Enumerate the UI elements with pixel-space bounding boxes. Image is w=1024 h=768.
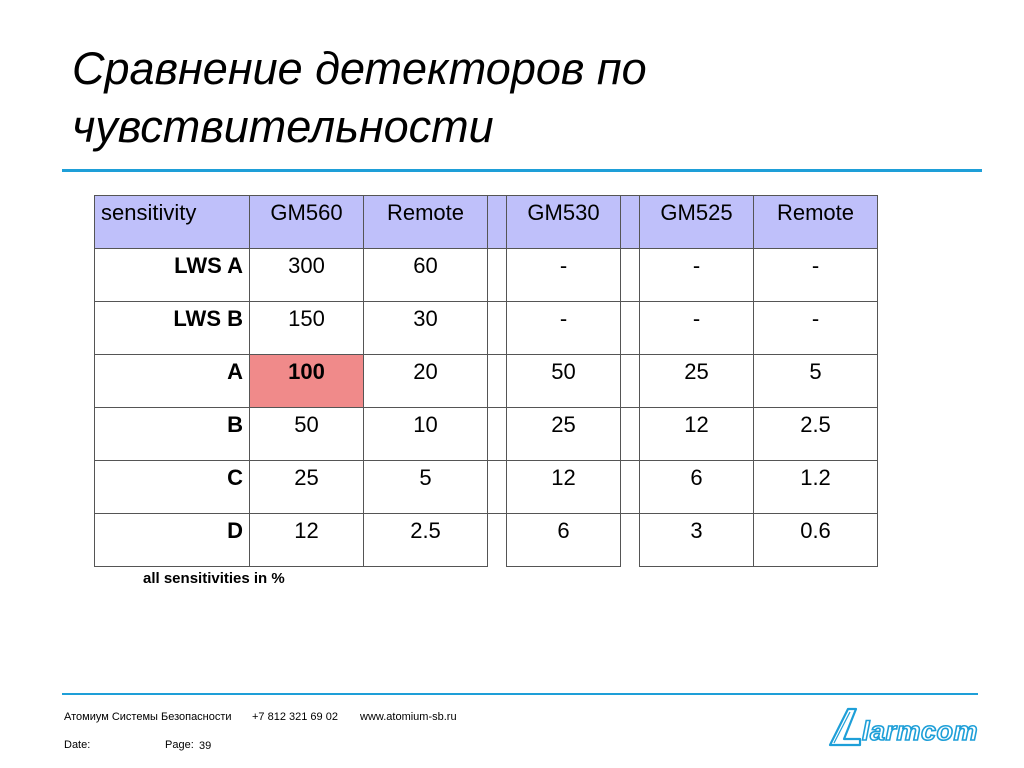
cell-remote-2: 1.2 [754, 461, 878, 514]
footer-page-label: Page: [165, 739, 194, 751]
cell-gm530: 50 [507, 355, 621, 408]
column-gap [621, 302, 640, 355]
column-gap [488, 461, 507, 514]
row-label: LWS A [95, 249, 250, 302]
table-row [95, 408, 878, 461]
row-label: LWS B [95, 302, 250, 355]
footer-website: www.atomium-sb.ru [360, 711, 457, 723]
cell-remote-2: - [754, 302, 878, 355]
table-header-row [95, 196, 878, 249]
cell-gm525: 3 [640, 514, 754, 567]
column-gap [488, 196, 507, 249]
cell-gm525: 6 [640, 461, 754, 514]
sensitivity-table [94, 195, 878, 567]
cell-remote-1: 20 [364, 355, 488, 408]
cell-remote-1: 60 [364, 249, 488, 302]
footer-divider [62, 693, 978, 695]
cell-remote-2: 5 [754, 355, 878, 408]
cell-gm560: 25 [250, 461, 364, 514]
alarmcom-logo [826, 705, 984, 749]
cell-gm560: 50 [250, 408, 364, 461]
header-remote-1: Remote [364, 196, 488, 249]
column-gap [488, 249, 507, 302]
row-label: C [95, 461, 250, 514]
cell-gm525: 12 [640, 408, 754, 461]
column-gap [621, 408, 640, 461]
cell-remote-1: 5 [364, 461, 488, 514]
table-row [95, 514, 878, 567]
cell-gm530: 25 [507, 408, 621, 461]
slide-title: Сравнение детекторов по чувствительности [72, 43, 647, 152]
cell-remote-2: - [754, 249, 878, 302]
cell-gm525: 25 [640, 355, 754, 408]
logo-a-mark [830, 709, 860, 745]
footer-company: Атомиум Системы Безопасности [64, 711, 232, 723]
cell-remote-1: 10 [364, 408, 488, 461]
table-row [95, 302, 878, 355]
cell-remote-1: 2.5 [364, 514, 488, 567]
cell-gm560-highlighted: 100 [250, 355, 364, 408]
cell-gm525: - [640, 302, 754, 355]
cell-gm530: - [507, 249, 621, 302]
row-label: A [95, 355, 250, 408]
footer-phone: +7 812 321 69 02 [252, 711, 338, 723]
column-gap [488, 302, 507, 355]
cell-remote-2: 2.5 [754, 408, 878, 461]
footer-page-number: 39 [199, 740, 212, 752]
cell-gm560: 300 [250, 249, 364, 302]
cell-remote-1: 30 [364, 302, 488, 355]
logo-wordmark: larmcom [862, 716, 979, 746]
column-gap [621, 461, 640, 514]
header-gm530: GM530 [507, 196, 621, 249]
table-row [95, 355, 878, 408]
cell-gm560: 12 [250, 514, 364, 567]
column-gap [488, 514, 507, 567]
title-divider [62, 169, 982, 172]
column-gap [621, 249, 640, 302]
cell-gm525: - [640, 249, 754, 302]
header-sensitivity: sensitivity [95, 196, 250, 249]
header-gm525: GM525 [640, 196, 754, 249]
cell-gm530: - [507, 302, 621, 355]
column-gap [621, 196, 640, 249]
cell-gm560: 150 [250, 302, 364, 355]
column-gap [621, 355, 640, 408]
row-label: B [95, 408, 250, 461]
row-label: D [95, 514, 250, 567]
cell-gm530: 12 [507, 461, 621, 514]
header-remote-2: Remote [754, 196, 878, 249]
cell-remote-2: 0.6 [754, 514, 878, 567]
cell-gm530: 6 [507, 514, 621, 567]
column-gap [488, 355, 507, 408]
header-gm560: GM560 [250, 196, 364, 249]
units-note: all sensitivities in % [143, 570, 285, 587]
table-row [95, 249, 878, 302]
column-gap [488, 408, 507, 461]
column-gap [621, 514, 640, 567]
footer-date-label: Date: [64, 739, 91, 751]
table-row [95, 461, 878, 514]
